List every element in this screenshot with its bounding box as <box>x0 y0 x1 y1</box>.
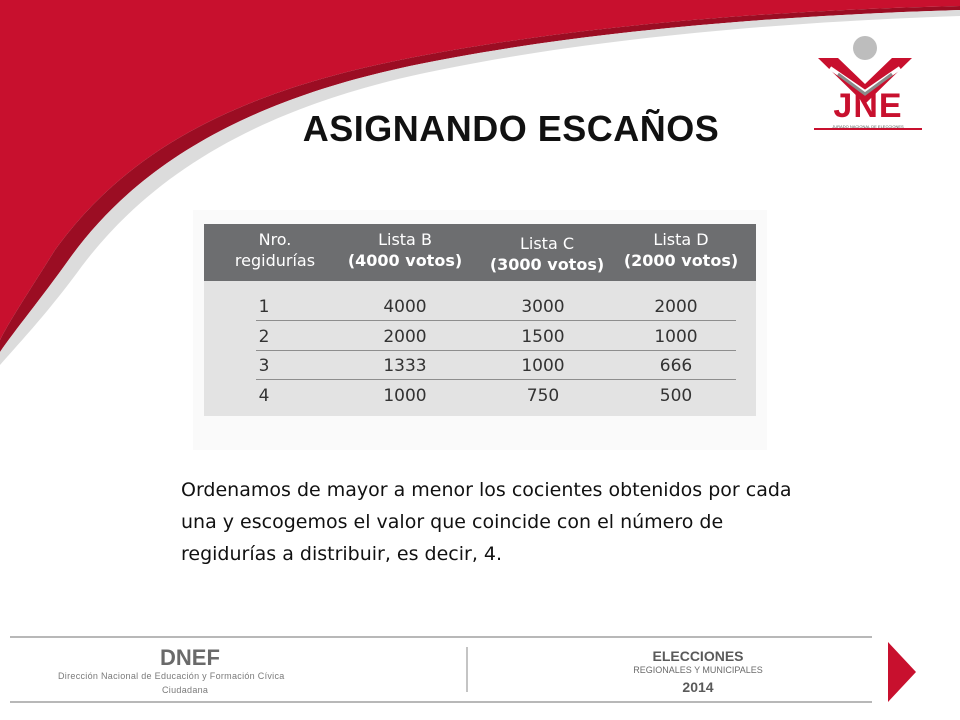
header-line1: Lista B <box>378 230 432 249</box>
footer-elecciones-title: ELECCIONES <box>652 648 744 664</box>
table-cell: 4000 <box>383 297 427 317</box>
table-row <box>224 322 736 352</box>
table-cell: 1000 <box>383 386 427 406</box>
header-line2: regidurías <box>234 251 316 270</box>
header-line2: (3000 votos) <box>489 255 605 274</box>
table-cell: 1500 <box>521 327 565 347</box>
table-cell: 3 <box>258 356 270 376</box>
row-divider <box>256 379 736 380</box>
table-cell: 500 <box>659 386 693 406</box>
footer-divider-top <box>10 636 872 638</box>
header-line2: (4000 votos) <box>347 251 463 270</box>
footer-dnef-subtitle-2: Ciudadana <box>162 685 209 695</box>
footer-dnef-subtitle: Dirección Nacional de Educación y Formación Cívica <box>58 671 285 681</box>
header-cell-regidurias <box>210 229 340 271</box>
table-row <box>224 351 736 381</box>
table-header <box>204 224 756 281</box>
header-line1: Lista D <box>653 230 709 249</box>
next-slide-arrow-icon[interactable] <box>886 640 918 704</box>
quotients-table <box>204 224 756 416</box>
header-cell-lista-c <box>482 233 612 275</box>
header-line1: Lista C <box>519 234 575 253</box>
header-line1: Nro. <box>258 230 292 249</box>
table-cell: 1 <box>258 297 270 317</box>
logo-text: JNE <box>833 87 903 125</box>
table-row <box>224 381 736 411</box>
table-cell: 2000 <box>383 327 427 347</box>
table-row <box>224 292 736 322</box>
row-divider <box>256 320 736 321</box>
table-cell: 1000 <box>654 327 698 347</box>
footer-elecciones-subtitle: REGIONALES Y MUNICIPALES <box>633 665 763 675</box>
table-cell: 1000 <box>521 356 565 376</box>
table-cell: 3000 <box>521 297 565 317</box>
footer-divider-bottom <box>10 701 872 703</box>
table-cell: 750 <box>526 386 560 406</box>
logo-subtitle: JURADO NACIONAL DE ELECCIONES <box>832 124 904 129</box>
footer-year: 2014 <box>682 679 714 695</box>
table-cell: 4 <box>258 386 270 406</box>
table-cell: 666 <box>659 356 693 376</box>
table-cell: 2000 <box>654 297 698 317</box>
table-cell: 1333 <box>383 356 427 376</box>
table-cell: 2 <box>258 327 270 347</box>
footer-dnef-title: DNEF <box>160 645 220 670</box>
slide-title: ASIGNANDO ESCAÑOS <box>302 108 720 149</box>
header-line2: (2000 votos) <box>623 251 739 270</box>
header-cell-lista-d <box>616 229 746 271</box>
body-paragraph: Ordenamos de mayor a menor los cocientes obtenidos por cada una y escogemos el valor que coincide con el número de regidurías a distribuir, es decir, 4. <box>181 479 792 565</box>
header-cell-lista-b <box>340 229 470 271</box>
